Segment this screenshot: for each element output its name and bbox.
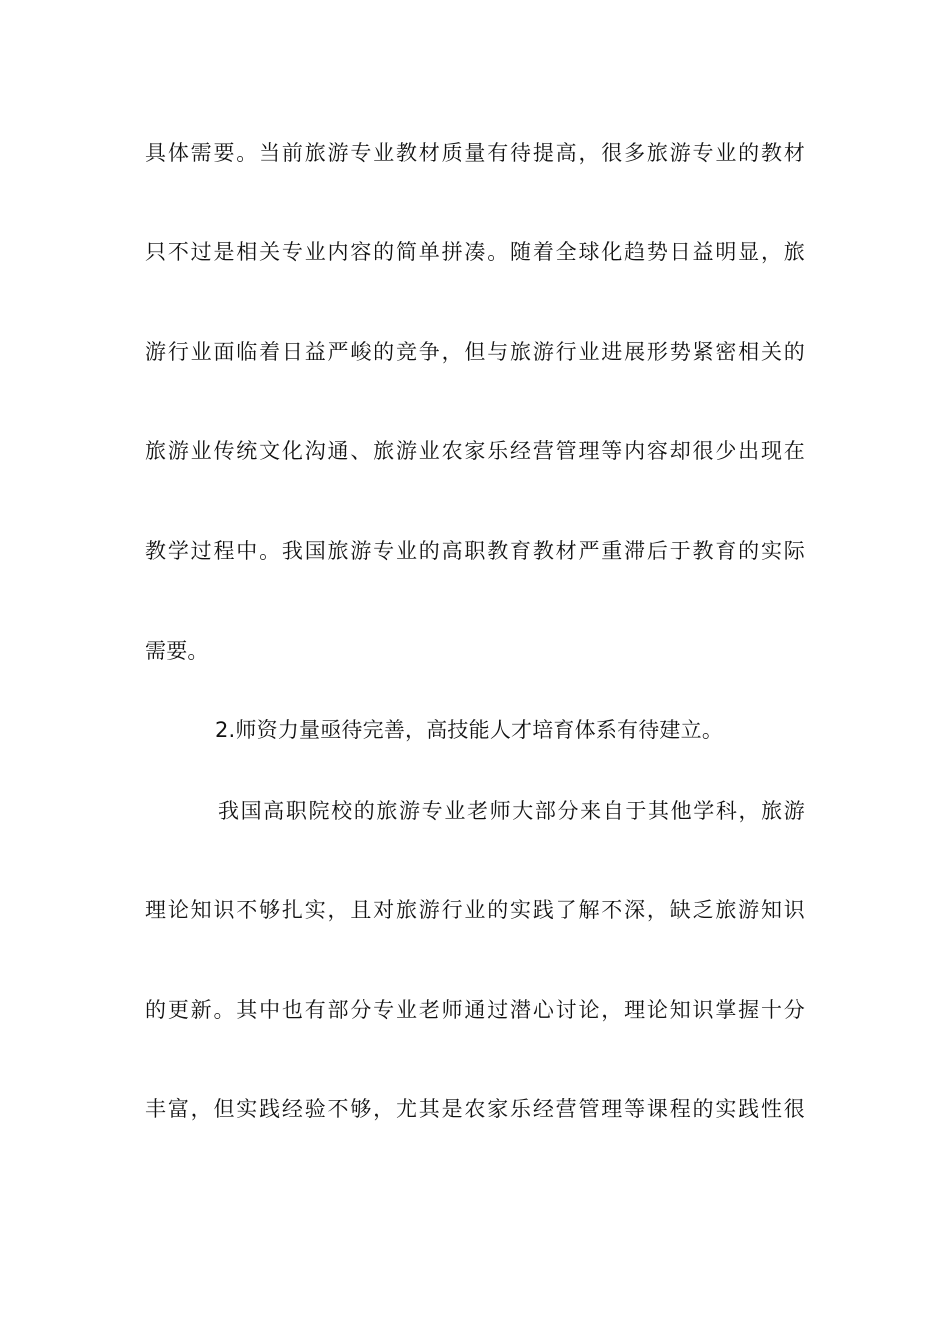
paragraph-line: 具体需要。当前旅游专业教材质量有待提高，很多旅游专业的教材 (145, 141, 805, 165)
paragraph-line: 教学过程中。我国旅游专业的高职教育教材严重滞后于教育的实际 (145, 539, 805, 563)
paragraph-line: 丰富，但实践经验不够，尤其是农家乐经营管理等课程的实践性很 (145, 1097, 805, 1121)
paragraph-line: 理论知识不够扎实，且对旅游行业的实践了解不深，缺乏旅游知识 (145, 898, 805, 922)
paragraph-line: 旅游业传统文化沟通、旅游业农家乐经营管理等内容却很少出现在 (145, 439, 805, 463)
paragraph-line-last: 需要。 (145, 639, 209, 663)
paragraph-line-first: 我国高职院校的旅游专业老师大部分来自于其他学科，旅游 (218, 799, 805, 823)
paragraph-line: 只不过是相关专业内容的简单拼凑。随着全球化趋势日益明显，旅 (145, 240, 805, 264)
section-heading: 2.师资力量亟待完善，高技能人才培育体系有待建立。 (215, 718, 724, 742)
paragraph-line: 游行业面临着日益严峻的竞争，但与旅游行业进展形势紧密相关的 (145, 340, 805, 364)
paragraph-line: 的更新。其中也有部分专业老师通过潜心讨论，理论知识掌握十分 (145, 998, 805, 1022)
